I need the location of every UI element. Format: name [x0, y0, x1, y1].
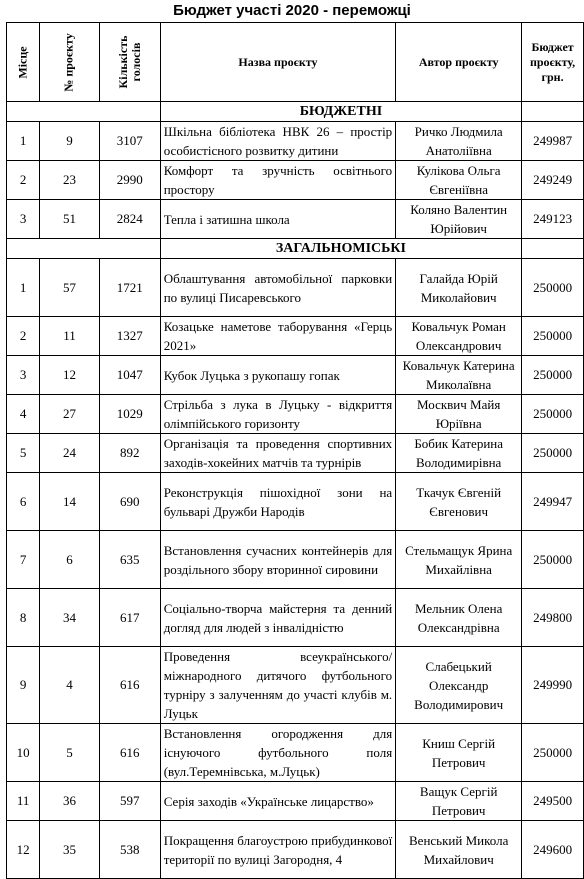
- votes-cell: 1327: [99, 317, 160, 356]
- place-cell: 11: [7, 782, 40, 821]
- author-cell: Книш Сергій Петрович: [396, 724, 522, 782]
- votes-cell: 616: [99, 647, 160, 724]
- author-cell: Слабецький Олександр Володимирович: [396, 647, 522, 724]
- table-row: [7, 782, 584, 821]
- winners-table: [6, 22, 584, 879]
- project-name-cell: Організація та проведення спортивних заходів-хокейних матчів та турнірів: [160, 434, 395, 473]
- section-spacer: [7, 239, 161, 259]
- budget-cell: 249249: [522, 161, 584, 200]
- table-row: [7, 473, 584, 531]
- budget-cell: 249987: [522, 122, 584, 161]
- votes-cell: 616: [99, 724, 160, 782]
- header-budget: Бюджет проєкту, грн.: [522, 23, 584, 102]
- author-cell: Ващук Сергій Петрович: [396, 782, 522, 821]
- budget-cell: 249123: [522, 200, 584, 239]
- votes-cell: 892: [99, 434, 160, 473]
- page-title: Бюджет участі 2020 - переможці: [173, 2, 411, 19]
- project-name-cell: Козацьке наметове таборування «Герць 2021»: [160, 317, 395, 356]
- budget-cell: 250000: [522, 317, 584, 356]
- budget-cell: 250000: [522, 434, 584, 473]
- place-cell: 12: [7, 821, 40, 879]
- votes-cell: 1721: [99, 259, 160, 317]
- section-label: БЮДЖЕТНІ: [160, 102, 521, 122]
- votes-cell: 635: [99, 531, 160, 589]
- place-cell: 10: [7, 724, 40, 782]
- budget-cell: 249600: [522, 821, 584, 879]
- budget-cell: 250000: [522, 259, 584, 317]
- votes-cell: 3107: [99, 122, 160, 161]
- budget-cell: 249800: [522, 589, 584, 647]
- project-no-cell: 12: [40, 356, 99, 395]
- place-cell: 1: [7, 259, 40, 317]
- project-no-cell: 14: [40, 473, 99, 531]
- table-body: [7, 102, 584, 879]
- votes-cell: 690: [99, 473, 160, 531]
- votes-cell: 538: [99, 821, 160, 879]
- place-cell: 6: [7, 473, 40, 531]
- header-name: Назва проєкту: [160, 23, 395, 102]
- author-cell: Мельник Олена Олександрівна: [396, 589, 522, 647]
- author-cell: Ричко Людмила Анатоліївна: [396, 122, 522, 161]
- votes-cell: 2990: [99, 161, 160, 200]
- votes-cell: 1029: [99, 395, 160, 434]
- budget-cell: 249500: [522, 782, 584, 821]
- place-cell: 7: [7, 531, 40, 589]
- project-name-cell: Соціально-творча майстерня та денний догляд для людей з інвалідністю: [160, 589, 395, 647]
- table-row: [7, 647, 584, 724]
- votes-cell: 1047: [99, 356, 160, 395]
- budget-cell: 250000: [522, 395, 584, 434]
- project-no-cell: 11: [40, 317, 99, 356]
- table-row: [7, 395, 584, 434]
- header-project-no: № проєкту: [40, 23, 99, 102]
- budget-cell: 250000: [522, 356, 584, 395]
- place-cell: 9: [7, 647, 40, 724]
- place-cell: 8: [7, 589, 40, 647]
- table-row: [7, 317, 584, 356]
- author-cell: Ковальчук Роман Олександрович: [396, 317, 522, 356]
- section-row: [7, 102, 584, 122]
- header-place: Місце: [7, 23, 40, 102]
- project-no-cell: 9: [40, 122, 99, 161]
- author-cell: Ковальчук Катерина Миколаївна: [396, 356, 522, 395]
- table-row: [7, 200, 584, 239]
- section-spacer: [7, 102, 161, 122]
- project-name-cell: Встановлення сучасних контейнерів для роздільного збору вторинної сировини: [160, 531, 395, 589]
- author-cell: Ткачук Євгеній Євгенович: [396, 473, 522, 531]
- project-no-cell: 5: [40, 724, 99, 782]
- votes-cell: 597: [99, 782, 160, 821]
- place-cell: 4: [7, 395, 40, 434]
- project-name-cell: Облаштування автомобільної парковки по вулиці Писаревського: [160, 259, 395, 317]
- header-row: [7, 23, 584, 102]
- place-cell: 5: [7, 434, 40, 473]
- author-cell: Стельмащук Ярина Михайлівна: [396, 531, 522, 589]
- place-cell: 2: [7, 161, 40, 200]
- budget-cell: 250000: [522, 724, 584, 782]
- budget-cell: 249990: [522, 647, 584, 724]
- table-row: [7, 589, 584, 647]
- project-no-cell: 4: [40, 647, 99, 724]
- table-row: [7, 122, 584, 161]
- table-row: [7, 821, 584, 879]
- votes-cell: 2824: [99, 200, 160, 239]
- project-no-cell: 34: [40, 589, 99, 647]
- author-cell: Галайда Юрій Миколайович: [396, 259, 522, 317]
- project-no-cell: 23: [40, 161, 99, 200]
- budget-cell: 250000: [522, 531, 584, 589]
- author-cell: Бобик Катерина Володимирівна: [396, 434, 522, 473]
- table-row: [7, 356, 584, 395]
- place-cell: 2: [7, 317, 40, 356]
- project-name-cell: Встановлення огородження для існуючого футбольного поля (вул.Теремнівська, м.Луцьк): [160, 724, 395, 782]
- project-no-cell: 57: [40, 259, 99, 317]
- project-no-cell: 24: [40, 434, 99, 473]
- project-no-cell: 27: [40, 395, 99, 434]
- project-name-cell: Шкільна бібліотека НВК 26 – простір особистісного розвитку дитини: [160, 122, 395, 161]
- votes-cell: 617: [99, 589, 160, 647]
- budget-cell: 249947: [522, 473, 584, 531]
- author-cell: Кулікова Ольга Євгеніївна: [396, 161, 522, 200]
- table-row: [7, 259, 584, 317]
- project-name-cell: Комфорт та зручність освітнього простору: [160, 161, 395, 200]
- author-cell: Коляно Валентин Юрійович: [396, 200, 522, 239]
- project-no-cell: 6: [40, 531, 99, 589]
- table-row: [7, 724, 584, 782]
- header-author: Автор проєкту: [396, 23, 522, 102]
- header-votes: Кількість голосів: [99, 23, 160, 102]
- place-cell: 1: [7, 122, 40, 161]
- project-name-cell: Серія заходів «Українське лицарство»: [160, 782, 395, 821]
- project-name-cell: Кубок Луцька з рукопашу гопак: [160, 356, 395, 395]
- project-no-cell: 51: [40, 200, 99, 239]
- project-name-cell: Проведення всеукраїнського/міжнародного дитячого футбольного турніру з залученням до участі клубів м. Луцьк: [160, 647, 395, 724]
- section-row: [7, 239, 584, 259]
- section-spacer: [522, 102, 584, 122]
- project-name-cell: Стрільба з лука в Луцьку - відкриття олімпійського горизонту: [160, 395, 395, 434]
- project-name-cell: Покращення благоустрою прибудинкової території по вулиці Загородня, 4: [160, 821, 395, 879]
- author-cell: Венський Микола Михайлович: [396, 821, 522, 879]
- project-no-cell: 36: [40, 782, 99, 821]
- project-name-cell: Тепла і затишна школа: [160, 200, 395, 239]
- table-row: [7, 531, 584, 589]
- project-name-cell: Реконструкція пішохідної зони на бульварі Дружби Народів: [160, 473, 395, 531]
- section-spacer: [522, 239, 584, 259]
- author-cell: Москвич Майя Юріївна: [396, 395, 522, 434]
- place-cell: 3: [7, 356, 40, 395]
- table-row: [7, 434, 584, 473]
- place-cell: 3: [7, 200, 40, 239]
- project-no-cell: 35: [40, 821, 99, 879]
- section-label: ЗАГАЛЬНОМІСЬКІ: [160, 239, 521, 259]
- table-row: [7, 161, 584, 200]
